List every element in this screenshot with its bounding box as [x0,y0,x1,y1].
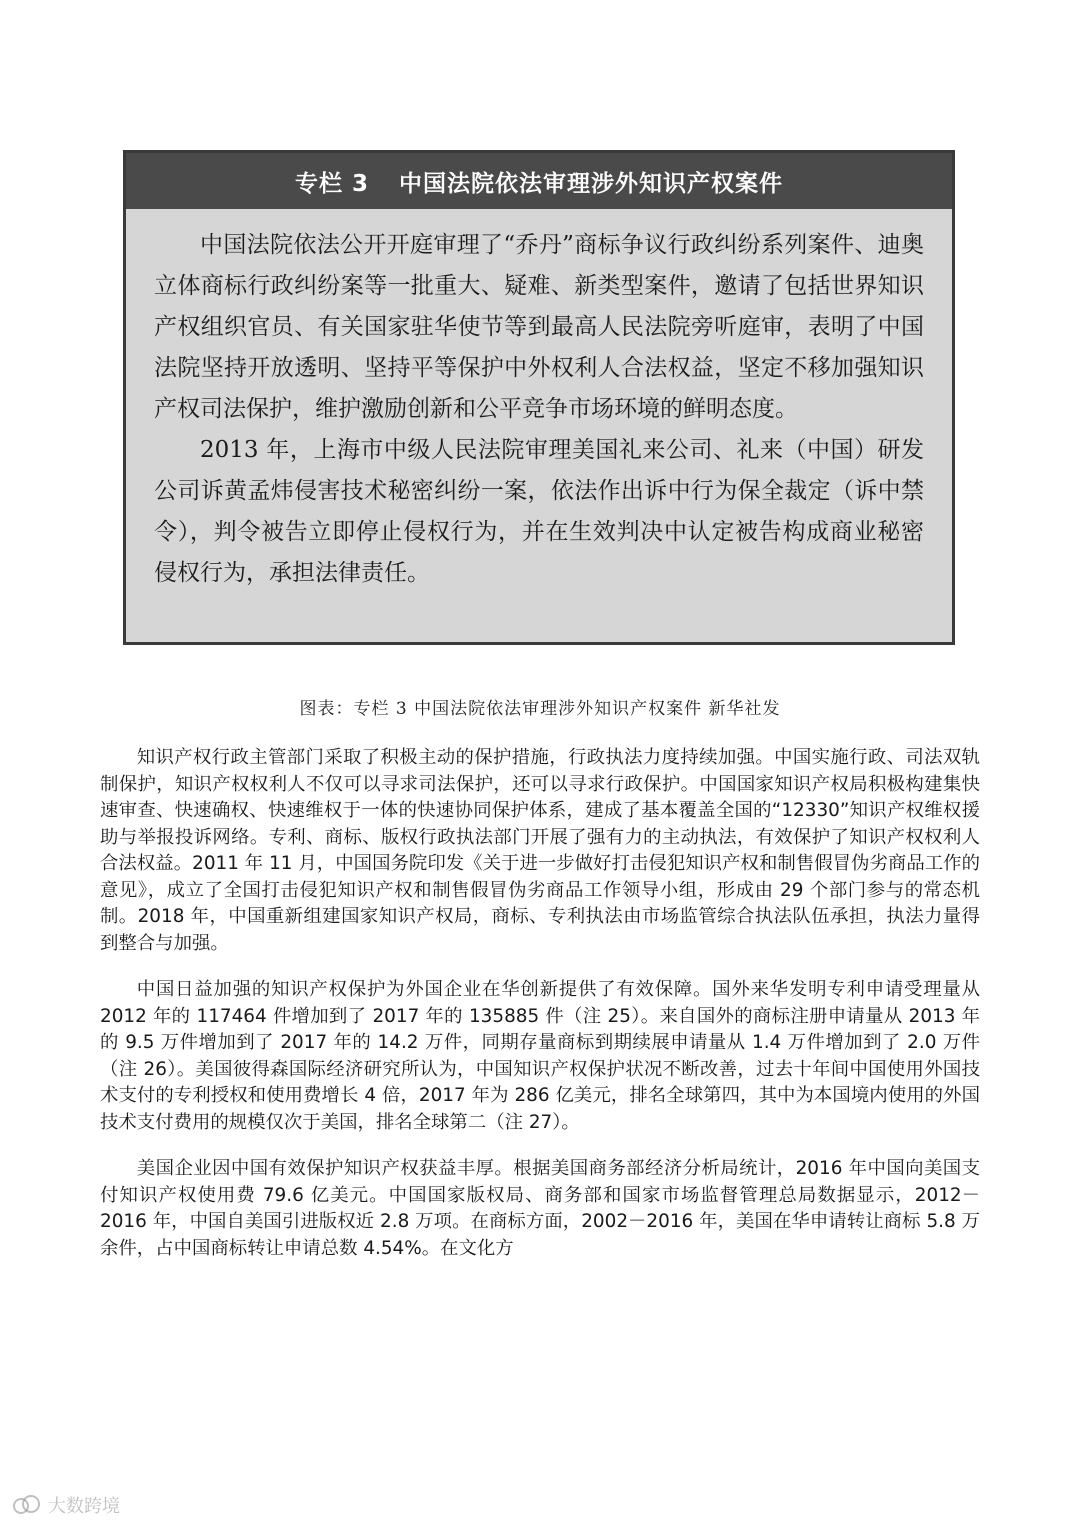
column-number: 专栏 3 [294,170,369,197]
main-text [100,745,980,1282]
sidebar-box-body [126,209,952,594]
body-paragraph: 知识产权行政主管部门采取了积极主动的保护措施，行政执法力度持续加强。中国实施行政、司法双轨制保护，知识产权权利人不仅可以寻求司法保护，还可以寻求行政保护。中国国家知识产权局积极构建集快速审查、快速确权、快速维权于一体的快速协同保护体系，建成了基本覆盖全国的“12330”知识产权维权援助与举报投诉网络。专利、商标、版权行政执法部门开展了强有力的主动执法，有效保护了知识产权权利人合法权益。2011 年 11 月，中国国务院印发《关于进一步做好打击侵犯知识产权和制售假冒伪劣商品工作的意见》，成立了全国打击侵犯知识产权和制售假冒伪劣商品工作领导小组，形成由 29 个部门参与的常态机制。2018 年，中国重新组建国家知识产权局，商标、专利执法由市场监管综合执法队伍承担，执法力量得到整合与加强。 [100,747,980,954]
body-paragraph: 美国企业因中国有效保护知识产权获益丰厚。根据美国商务部经济分析局统计，2016 年中国向美国支付知识产权使用费 79.6 亿美元。中国国家版权局、商务部和国家市场监督管理总局数据显示，2012－2016 年，中国自美国引进版权近 2.8 万项。在商标方面，2002－2016 年，美国在华申请转让商标 5.8 万余件，占中国商标转让申请总数 4.54%。在文化方 [100,1158,980,1259]
sidebar-paragraph: 中国法院依法公开开庭审理了“乔丹”商标争议行政纠纷系列案件、迪奥立体商标行政纠纷案等一批重大、疑难、新类型案件，邀请了包括世界知识产权组织官员、有关国家驻华使节等到最高人民法院旁听庭审，表明了中国法院坚持开放透明、坚持平等保护中外权利人合法权益，坚定不移加强知识产权司法保护，维护激励创新和公平竞争市场环境的鲜明态度。 [154,232,924,422]
watermark [12,1492,120,1518]
sidebar-paragraph: 2013 年，上海市中级人民法院审理美国礼来公司、礼来（中国）研发公司诉黄孟炜侵害技术秘密纠纷一案，依法作出诉中行为保全裁定（诉中禁令），判令被告立即停止侵权行为，并在生效判决中认定被告构成商业秘密侵权行为，承担法律责任。 [154,437,924,586]
sidebar-box [123,150,955,645]
cloud-logo-icon [12,1494,42,1516]
figure-caption: 图表：专栏 3 中国法院依法审理涉外知识产权案件 新华社发 [299,699,781,719]
watermark-text: 大数跨境 [48,1496,120,1517]
sidebar-box-title: 中国法院依法审理涉外知识产权案件 [399,170,783,197]
body-paragraph: 中国日益加强的知识产权保护为外国企业在华创新提供了有效保障。国外来华发明专利申请受理量从 2012 年的 117464 件增加到了 2017 年的 135885 件（注 25）。来自国外的商标注册申请量从 2013 年的 9.5 万件增加到了 2017 年的 14.2 万件，同期存量商标到期续展申请量从 1.4 万件增加到了 2.0 万件（注 26）。美国彼得森国际经济研究所认为，中国知识产权保护状况不断改善，过去十年间中国使用外国技术支付的专利授权和使用费增长 4 倍，2017 年为 286 亿美元，排名全球第四，其中为本国境内使用的外国技术支付费用的规模仅次于美国，排名全球第二（注 27）。 [100,979,980,1133]
sidebar-box-header [126,153,952,209]
